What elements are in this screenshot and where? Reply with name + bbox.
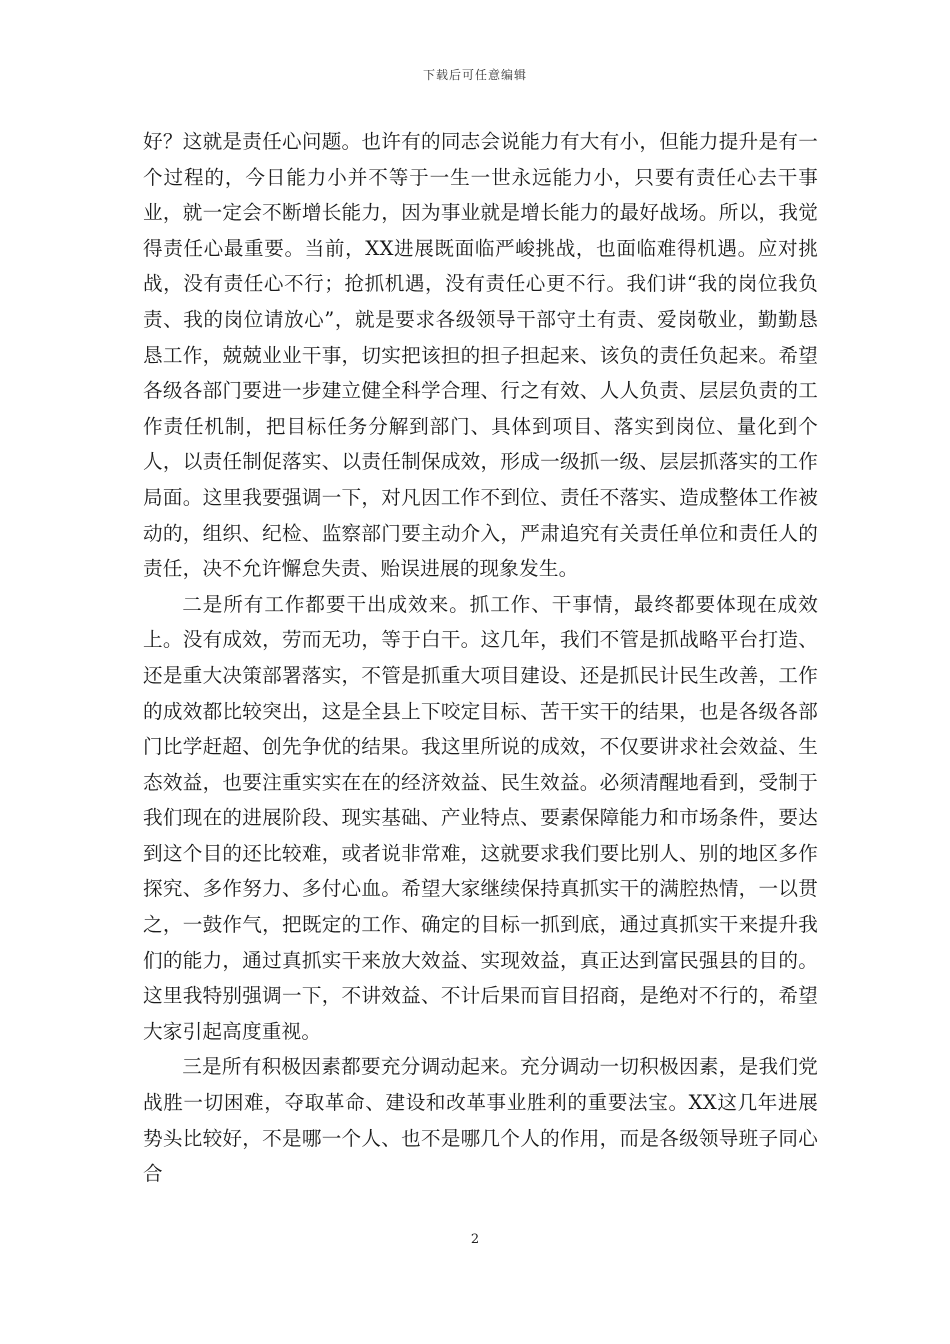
paragraph-3: 三是所有积极因素都要充分调动起来。充分调动一切积极因素，是我们党战胜一切困难，夺取革命、建设和改革事业胜利的重要法宝。XX这几年进展势头比较好，不是哪一个人、也不是哪几个人的作用，而是各级领导班子同心合: [143, 1055, 818, 1186]
page-number: 2: [470, 1232, 480, 1247]
document-body: [143, 124, 818, 1192]
page-header-note: 下载后可任意编辑: [422, 68, 527, 82]
paragraph-1: 好？这就是责任心问题。也许有的同志会说能力有大有小，但能力提升是有一个过程的，今日能力小并不等于一生一世永远能力小，只要有责任心去干事业，就一定会不断增长能力，因为事业就是增长能力的最好战场。所以，我觉得责任心最重要。当前，XX进展既面临严峻挑战，也面临难得机遇。应对挑战，没有责任心不行；抢抓机遇，没有责任心更不行。我们讲“我的岗位我负责、我的岗位请放心”，就是要求各级领导干部守土有责、爱岗敬业，勤勤恳恳工作，兢兢业业干事，切实把该担的担子担起来、该负的责任负起来。希望各级各部门要进一步建立健全科学合理、行之有效、人人负责、层层负责的工作责任机制，把目标任务分解到部门、具体到项目、落实到岗位、量化到个人，以责任制促落实、以责任制保成效，形成一级抓一级、层层抓落实的工作局面。这里我要强调一下，对凡因工作不到位、责任不落实、造成整体工作被动的，组织、纪检、监察部门要主动介入，严肃追究有关责任单位和责任人的责任，决不允许懈怠失责、贻误进展的现象发生。: [143, 130, 818, 581]
paragraph-2: 二是所有工作都要干出成效来。抓工作、干事情，最终都要体现在成效上。没有成效，劳而无功，等于白干。这几年，我们不管是抓战略平台打造、还是重大决策部署落实，不管是抓重大项目建设、还是抓民计民生改善，工作的成效都比较突出，这是全县上下咬定目标、苦干实干的结果，也是各级各部门比学赶超、创先争优的结果。我这里所说的成效，不仅要讲求社会效益、生态效益，也要注重实实在在的经济效益、民生效益。必须清醒地看到，受制于我们现在的进展阶段、现实基础、产业特点、要素保障能力和市场条件，要达到这个目的还比较难，或者说非常难，这就要求我们要比别人、别的地区多作探究、多作努力、多付心血。希望大家继续保持真抓实干的满腔热情，一以贯之，一鼓作气，把既定的工作、确定的目标一抓到底，通过真抓实干来提升我们的能力，通过真抓实干来放大效益、实现效益，真正达到富民强县的目的。这里我特别强调一下，不讲效益、不计后果而盲目招商，是绝对不行的，希望大家引起高度重视。: [143, 592, 818, 1043]
